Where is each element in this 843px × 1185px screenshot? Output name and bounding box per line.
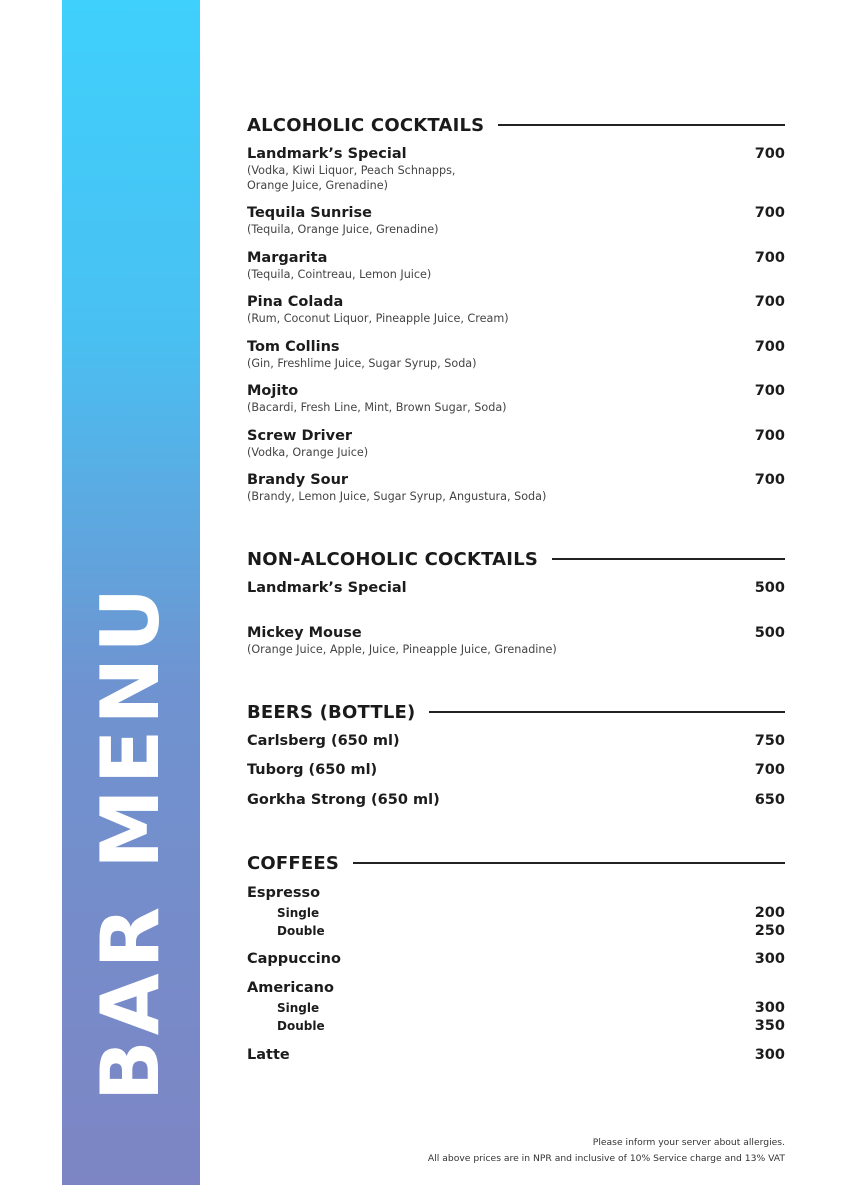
item-name: Tequila Sunrise	[247, 205, 372, 221]
item-name: Americano	[247, 980, 334, 996]
item-price: 300	[754, 1047, 785, 1063]
item-name: Mojito	[247, 383, 299, 399]
section-header-alcoholic	[247, 113, 785, 137]
item-price: 700	[754, 383, 785, 399]
menu-item	[247, 250, 785, 282]
item-description: (Vodka, Kiwi Liquor, Peach Schnapps, Orange Juice, Grenadine)	[247, 164, 456, 192]
item-name: Cappuccino	[247, 951, 341, 967]
section-title: NON-ALCOHOLIC COCKTAILS	[247, 548, 539, 570]
menu-item	[247, 951, 785, 967]
item-description: (Gin, Freshlime Juice, Sugar Syrup, Soda)	[247, 357, 477, 370]
item-name: Mickey Mouse	[247, 625, 362, 641]
item-option	[277, 923, 785, 939]
item-price: 500	[754, 580, 785, 596]
item-name: Screw Driver	[247, 428, 353, 444]
footer-price-note: All above prices are in NPR and inclusive of 10% Service charge and 13% VAT	[427, 1153, 785, 1164]
section-header-beers	[247, 700, 785, 724]
item-name: Brandy Sour	[247, 472, 349, 488]
item-price: 700	[754, 205, 785, 221]
item-price: 700	[754, 472, 785, 488]
item-price: 300	[754, 951, 785, 967]
item-name: Latte	[247, 1047, 290, 1063]
menu-item	[247, 625, 785, 657]
item-description: (Bacardi, Fresh Line, Mint, Brown Sugar, Soda)	[247, 401, 507, 414]
item-name: Carlsberg (650 ml)	[247, 733, 400, 749]
section-title: BEERS (BOTTLE)	[247, 701, 416, 723]
menu-item	[247, 339, 785, 371]
item-name: Landmark’s Special	[247, 146, 407, 162]
option-price: 200	[754, 905, 785, 921]
option-price: 300	[754, 1000, 785, 1016]
menu-item	[247, 885, 785, 901]
option-price: 350	[754, 1018, 785, 1034]
menu-item	[247, 428, 785, 460]
item-price: 500	[754, 625, 785, 641]
item-name: Tom Collins	[247, 339, 340, 355]
menu-item	[247, 294, 785, 326]
menu-item	[247, 733, 785, 749]
section-title: ALCOHOLIC COCKTAILS	[247, 114, 485, 136]
item-description: (Vodka, Orange Juice)	[247, 446, 369, 459]
section-title: COFFEES	[247, 852, 340, 874]
footer-allergy-note: Please inform your server about allergies.	[592, 1137, 785, 1148]
side-title: BAR MENU	[84, 582, 177, 1102]
item-price: 700	[754, 146, 785, 162]
option-price: 250	[754, 923, 785, 939]
item-description: (Rum, Coconut Liquor, Pineapple Juice, Cream)	[247, 312, 509, 325]
menu-item	[247, 792, 785, 808]
item-name: Tuborg (650 ml)	[247, 762, 378, 778]
menu-item	[247, 205, 785, 237]
item-name: Pina Colada	[247, 294, 344, 310]
item-option	[277, 1018, 785, 1034]
menu-item	[247, 146, 785, 193]
menu-item	[247, 580, 785, 596]
item-name: Espresso	[247, 885, 321, 901]
section-divider	[353, 862, 785, 864]
section-divider	[552, 558, 785, 560]
item-price: 700	[754, 339, 785, 355]
item-description: (Tequila, Cointreau, Lemon Juice)	[247, 268, 432, 281]
section-header-non-alcoholic	[247, 547, 785, 571]
item-price: 750	[754, 733, 785, 749]
item-description: (Orange Juice, Apple, Juice, Pineapple Juice, Grenadine)	[247, 643, 557, 656]
option-label: Single	[277, 1001, 320, 1015]
section-header-coffees	[247, 851, 785, 875]
item-name: Margarita	[247, 250, 328, 266]
option-label: Single	[277, 906, 320, 920]
menu-item	[247, 980, 785, 996]
item-description: (Tequila, Orange Juice, Grenadine)	[247, 223, 439, 236]
menu-item	[247, 383, 785, 415]
menu-item	[247, 472, 785, 504]
item-description: (Brandy, Lemon Juice, Sugar Syrup, Angustura, Soda)	[247, 490, 547, 503]
item-price: 700	[754, 428, 785, 444]
item-option	[277, 1000, 785, 1016]
item-option	[277, 905, 785, 921]
option-label: Double	[277, 924, 325, 938]
item-price: 650	[754, 792, 785, 808]
section-divider	[429, 711, 785, 713]
option-label: Double	[277, 1019, 325, 1033]
item-price: 700	[754, 294, 785, 310]
section-divider	[498, 124, 785, 126]
item-price: 700	[754, 250, 785, 266]
item-price: 700	[754, 762, 785, 778]
item-name: Landmark’s Special	[247, 580, 407, 596]
menu-item	[247, 1047, 785, 1063]
item-name: Gorkha Strong (650 ml)	[247, 792, 440, 808]
menu-item	[247, 762, 785, 778]
